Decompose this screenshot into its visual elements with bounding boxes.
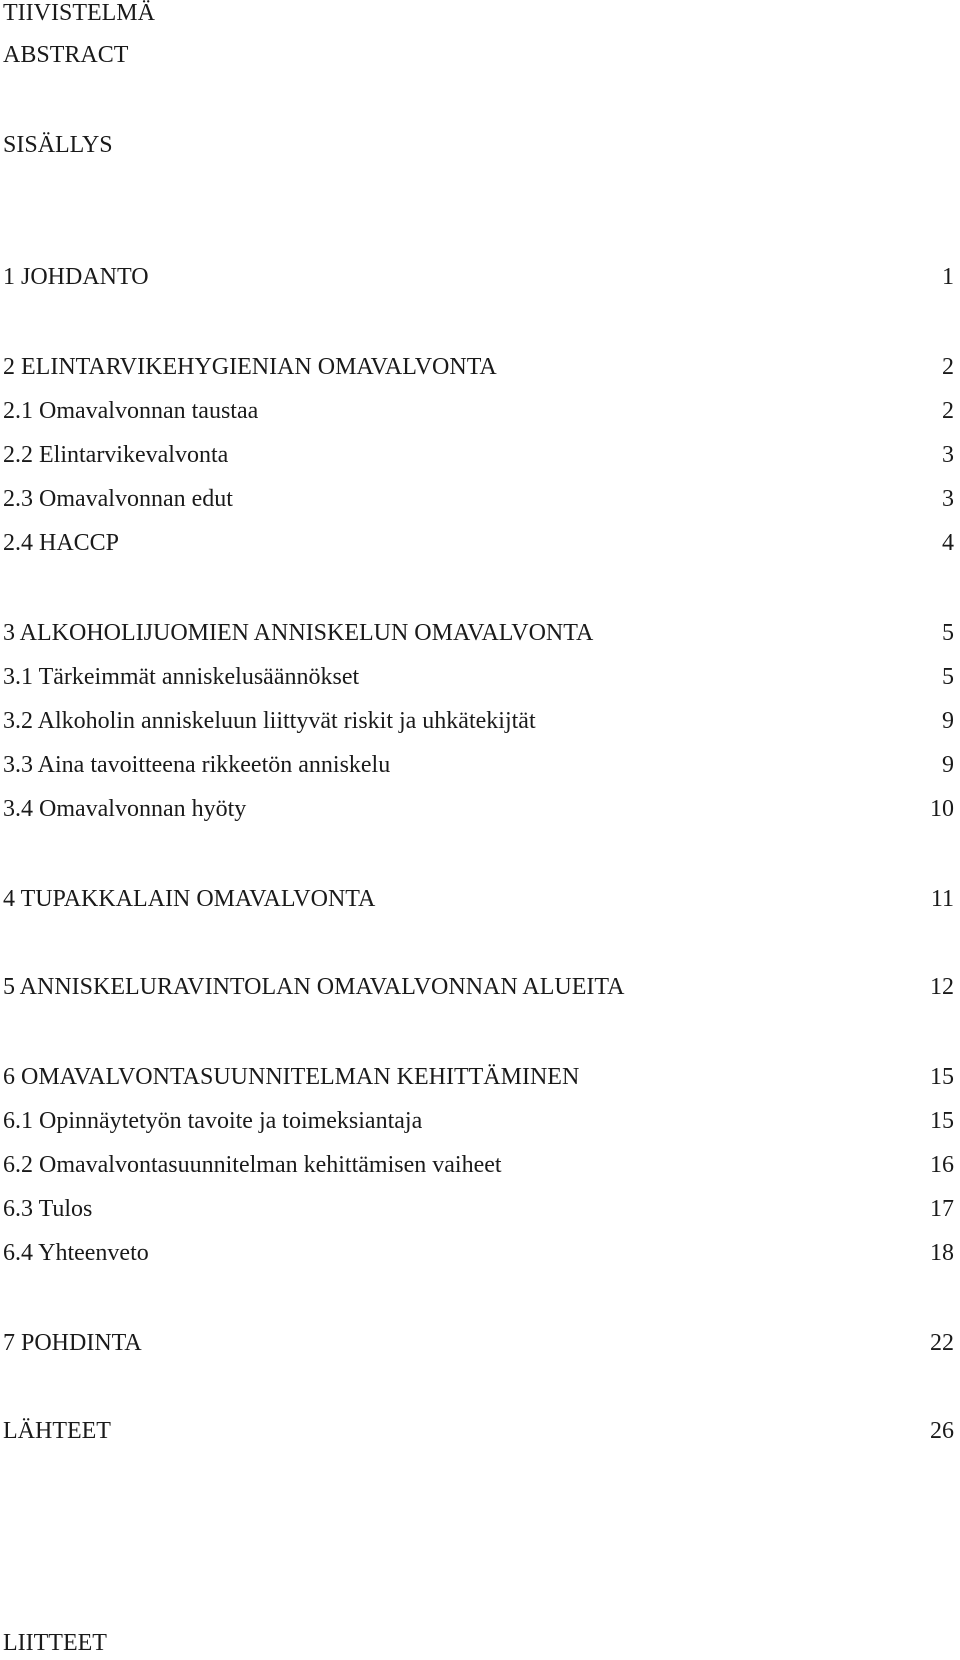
toc-entry-title: 5 ANNISKELURAVINTOLAN OMAVALVONNAN ALUEITA xyxy=(3,974,625,1000)
toc-entry-page: 22 xyxy=(930,1330,954,1356)
toc-entry-page: 4 xyxy=(942,530,954,556)
toc-entry-page: 3 xyxy=(942,442,954,468)
toc-entry-title: 6 OMAVALVONTASUUNNITELMAN KEHITTÄMINEN xyxy=(3,1064,580,1090)
toc-entry-title: 2.4 HACCP xyxy=(3,530,120,556)
toc-entry-page: 3 xyxy=(942,486,954,512)
toc-entry xyxy=(3,260,957,294)
toc-entry-title: 2.2 Elintarvikevalvonta xyxy=(3,442,229,468)
toc-entry-title: 4 TUPAKKALAIN OMAVALVONTA xyxy=(3,886,376,912)
toc-entry-page: 9 xyxy=(942,752,954,778)
toc-entry-title: LÄHTEET xyxy=(3,1418,111,1444)
toc-entry-page: 15 xyxy=(930,1108,954,1134)
toc-entry xyxy=(3,350,957,384)
toc-entry-page: 11 xyxy=(930,886,954,912)
toc-entry xyxy=(3,616,957,650)
toc-entry xyxy=(3,1414,957,1448)
toc-entry-page: 17 xyxy=(930,1196,954,1222)
toc-entry-title: 2.3 Omavalvonnan edut xyxy=(3,486,233,512)
toc-entry-title: 6.4 Yhteenveto xyxy=(3,1240,149,1266)
toc-entry-page: 2 xyxy=(942,354,954,380)
toc-entry-page: 5 xyxy=(942,620,954,646)
toc-entry xyxy=(3,482,957,516)
toc-entry xyxy=(3,1148,957,1182)
heading-sisallys: SISÄLLYS xyxy=(3,132,113,158)
heading-tiivistelma: TIIVISTELMÄ xyxy=(3,0,155,26)
toc-entry xyxy=(3,882,957,916)
toc-entry xyxy=(3,1104,957,1138)
toc-entry-page: 9 xyxy=(942,708,954,734)
toc-entry-title: 3 ALKOHOLIJUOMIEN ANNISKELUN OMAVALVONTA xyxy=(3,620,594,646)
toc-entry-title: 3.2 Alkoholin anniskeluun liittyvät riskit ja uhkätekijtät xyxy=(3,708,536,734)
heading-liitteet: LIITTEET xyxy=(3,1630,107,1656)
toc-entry-title: 3.1 Tärkeimmät anniskelusäännökset xyxy=(3,664,360,690)
toc-entry-page: 5 xyxy=(942,664,954,690)
toc-entry-page: 10 xyxy=(930,796,954,822)
toc-entry xyxy=(3,970,957,1004)
toc-entry xyxy=(3,526,957,560)
toc-entry-title: 1 JOHDANTO xyxy=(3,264,149,290)
toc-entry-title: 2 ELINTARVIKEHYGIENIAN OMAVALVONTA xyxy=(3,354,497,380)
toc-entry xyxy=(3,660,957,694)
toc-entry-page: 18 xyxy=(930,1240,954,1266)
toc-entry xyxy=(3,1060,957,1094)
toc-entry-page: 1 xyxy=(942,264,954,290)
toc-entry xyxy=(3,704,957,738)
toc-entry-title: 6.2 Omavalvontasuunnitelman kehittämisen vaiheet xyxy=(3,1152,502,1178)
toc-entry xyxy=(3,394,957,428)
toc-entry xyxy=(3,1192,957,1226)
toc-entry-page: 2 xyxy=(942,398,954,424)
toc-entry xyxy=(3,1326,957,1360)
toc-entry-page: 16 xyxy=(930,1152,954,1178)
toc-entry xyxy=(3,438,957,472)
toc-entry-title: 6.1 Opinnäytetyön tavoite ja toimeksiantaja xyxy=(3,1108,423,1134)
toc-entry-page: 12 xyxy=(930,974,954,1000)
toc-entry-title: 6.3 Tulos xyxy=(3,1196,93,1222)
toc-entry-title: 3.4 Omavalvonnan hyöty xyxy=(3,796,247,822)
toc-entry xyxy=(3,1236,957,1270)
heading-abstract: ABSTRACT xyxy=(3,42,129,68)
toc-entry xyxy=(3,792,957,826)
toc-entry-page: 15 xyxy=(930,1064,954,1090)
toc-entry xyxy=(3,748,957,782)
toc-entry-title: 7 POHDINTA xyxy=(3,1330,142,1356)
toc-entry-title: 2.1 Omavalvonnan taustaa xyxy=(3,398,259,424)
toc-entry-title: 3.3 Aina tavoitteena rikkeetön anniskelu xyxy=(3,752,391,778)
toc-entry-page: 26 xyxy=(930,1418,954,1444)
